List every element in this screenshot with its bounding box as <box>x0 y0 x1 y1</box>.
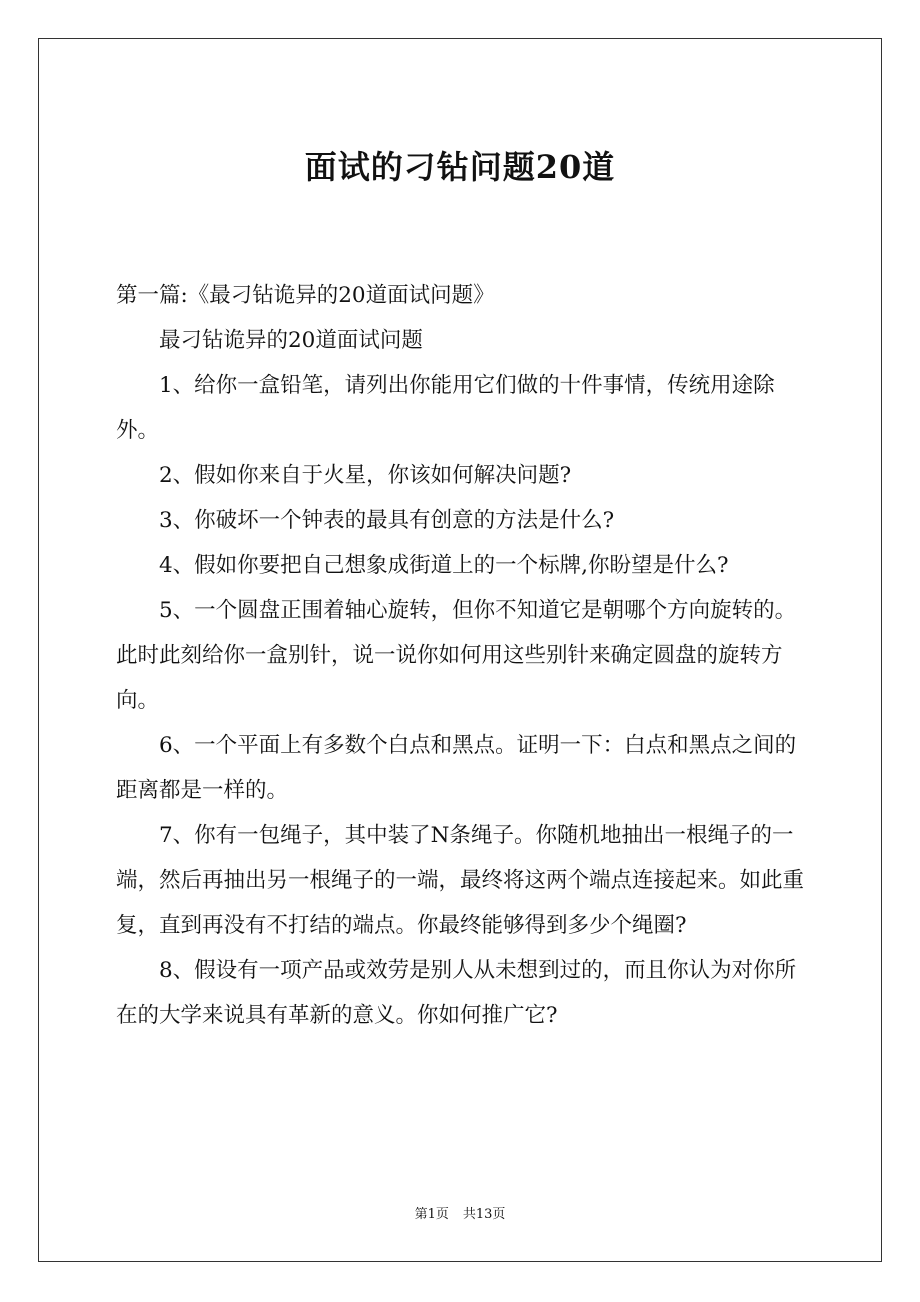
question-5: 5、一个圆盘正围着轴心旋转，但你不知道它是朝哪个方向旋转的。此时此刻给你一盒别针，说一说你如何用这些别针来确定圆盘的旋转方向。 <box>116 598 797 713</box>
page-footer <box>0 1205 920 1225</box>
question-3: 3、你破坏一个钟表的最具有创意的方法是什么? <box>159 508 615 533</box>
page-number: 第1页 <box>414 1207 449 1222</box>
question-4: 4、假如你要把自己想象成街道上的一个标牌,你盼望是什么? <box>159 553 729 578</box>
question-7: 7、你有一包绳子，其中装了N条绳子。你随机地抽出一根绳子的一端，然后再抽出另一根绳子的一端，最终将这两个端点连接起来。如此重复，直到再没有不打结的端点。你最终能够得到多少个绳圈? <box>116 823 805 938</box>
question-8: 8、假设有一项产品或效劳是别人从未想到过的，而且你认为对你所在的大学来说具有革新的意义。你如何推广它? <box>116 958 797 1028</box>
question-2: 2、假如你来自于火星，你该如何解决问题? <box>159 463 572 488</box>
subtitle: 最刁钻诡异的20道面试问题 <box>159 328 423 353</box>
question-6: 6、一个平面上有多数个白点和黑点。证明一下：白点和黑点之间的距离都是一样的。 <box>116 733 797 803</box>
question-1: 1、给你一盒铅笔，请列出你能用它们做的十件事情，传统用途除外。 <box>116 373 775 443</box>
section-heading: 第一篇:《最刁钻诡异的20道面试问题》 <box>116 283 495 308</box>
document-title: 面试的刁钻问题20道 <box>304 148 616 186</box>
page-total: 共13页 <box>462 1207 506 1222</box>
document-body <box>116 273 808 1038</box>
